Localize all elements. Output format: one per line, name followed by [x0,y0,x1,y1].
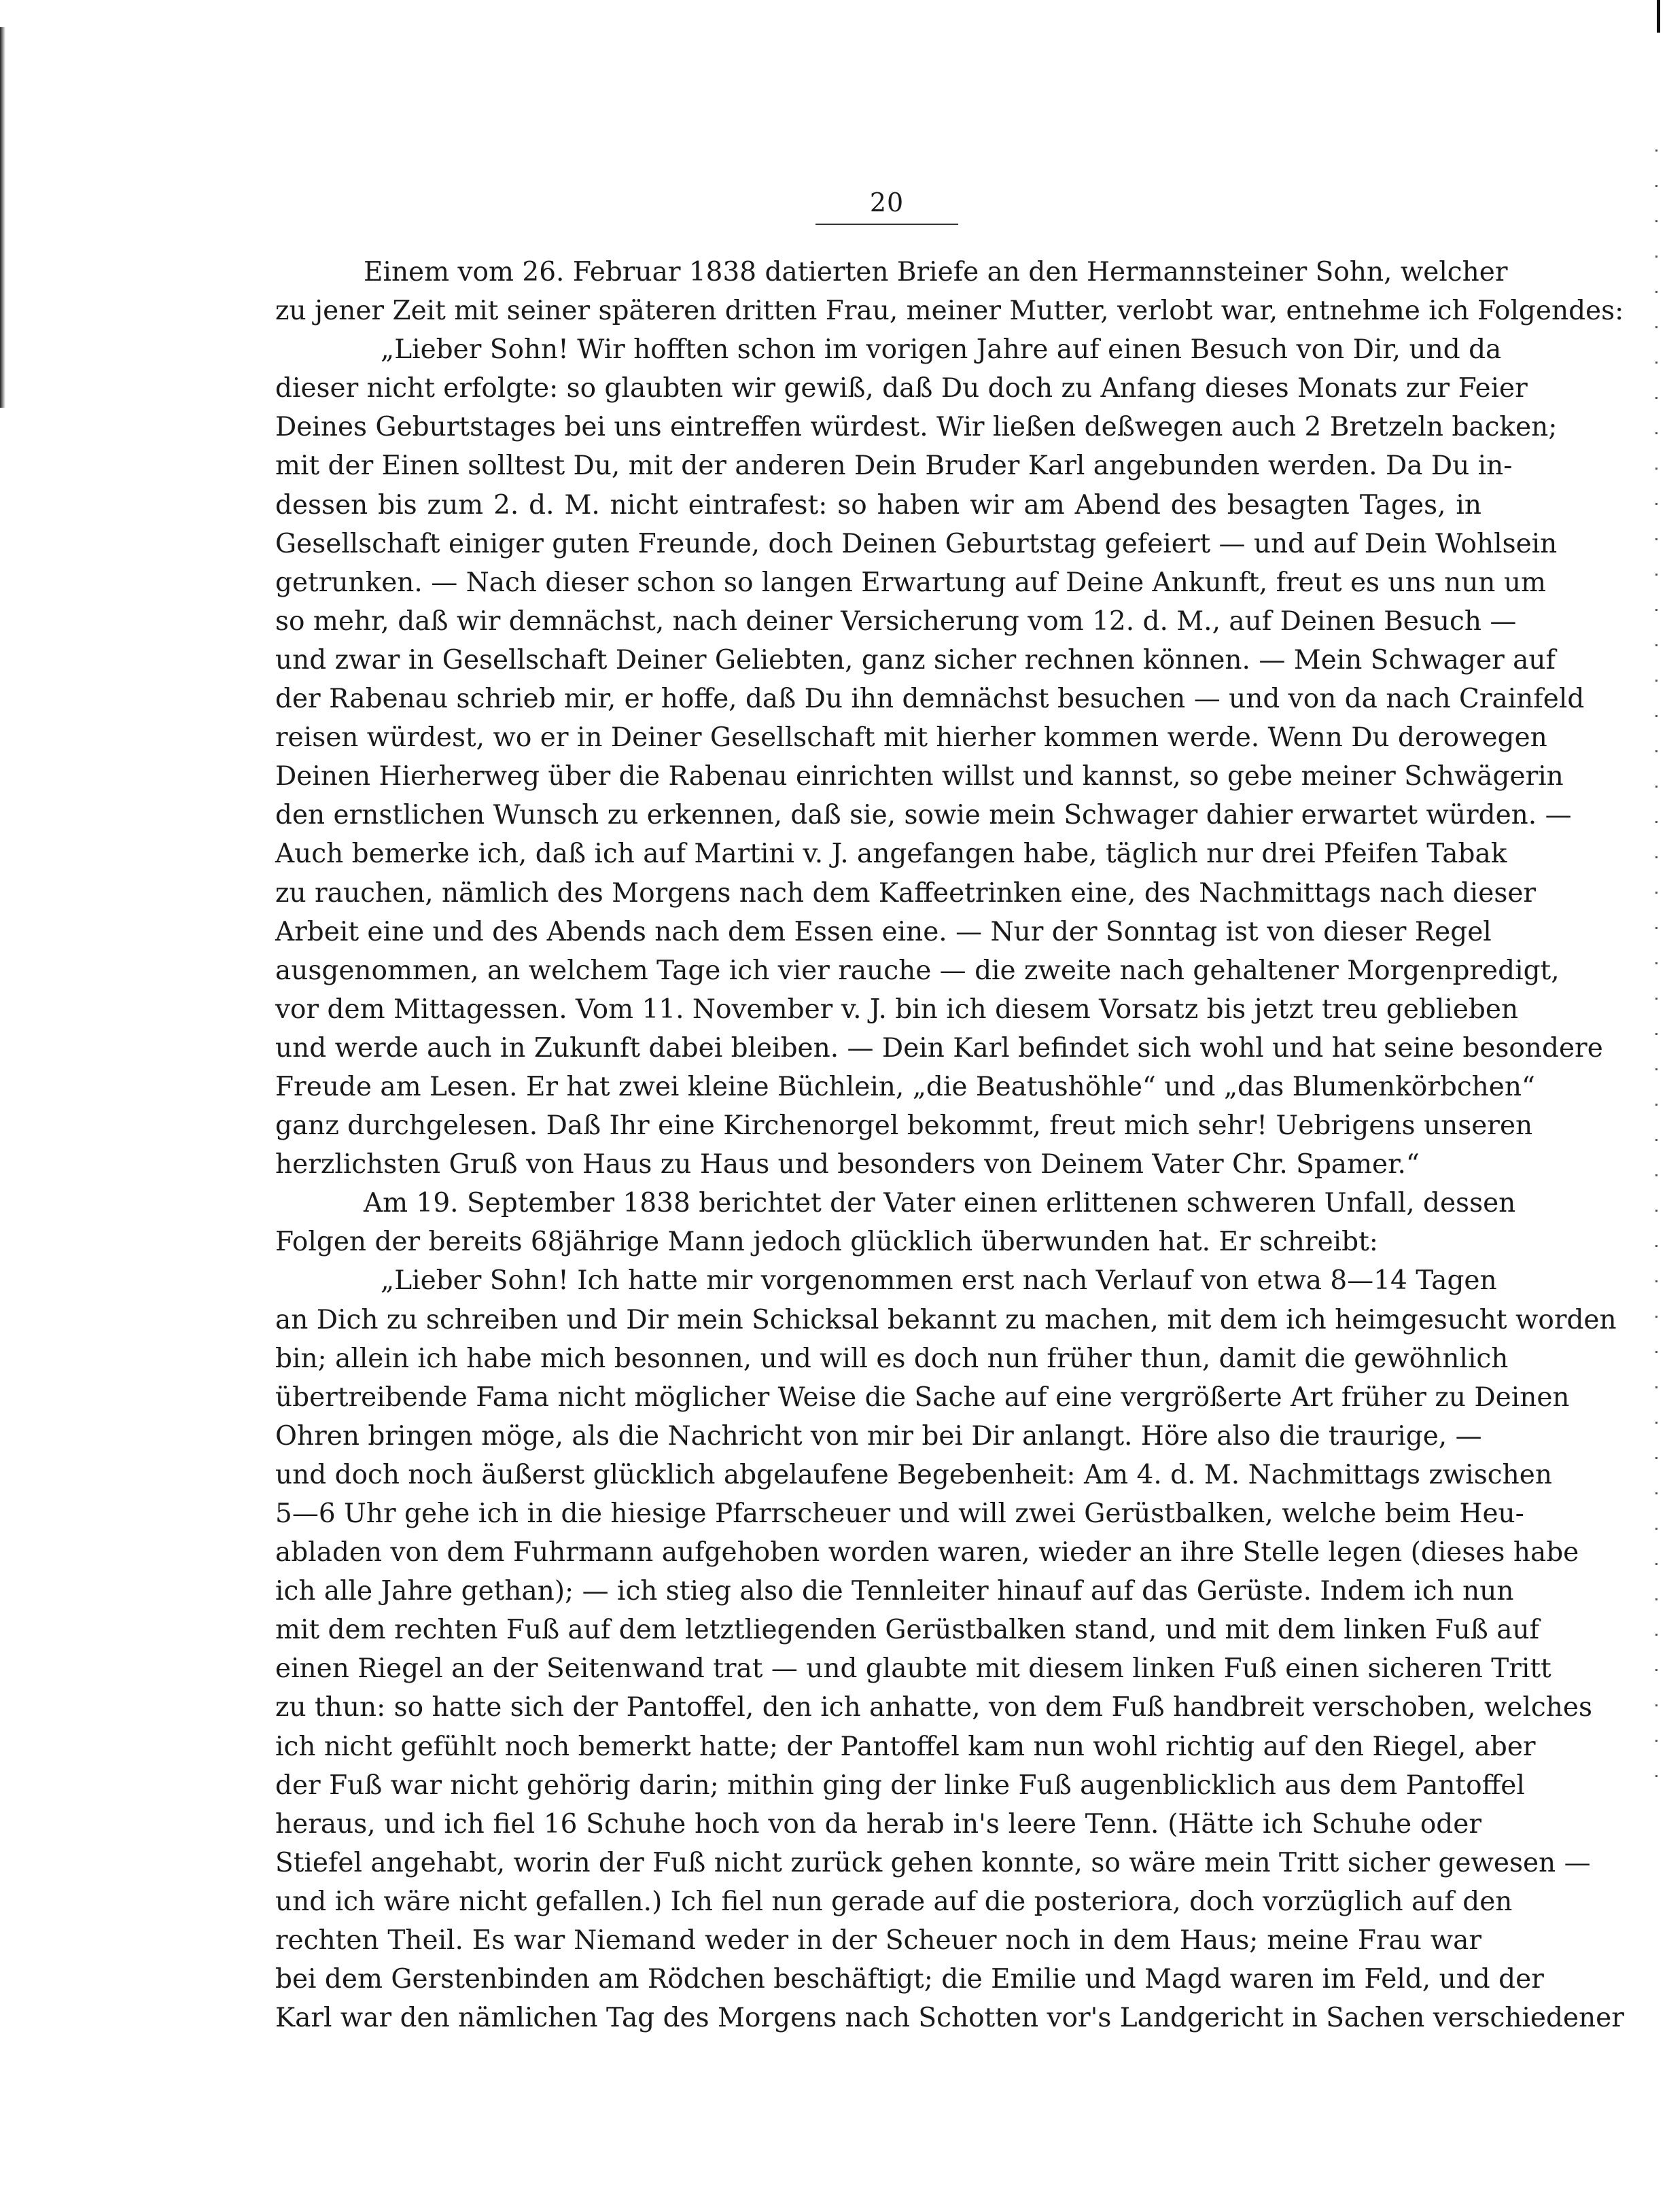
text-line: dessen bis zum 2. d. M. nicht eintrafest: so haben wir am Abend des besagten Tages, in [275,489,1481,521]
text-line: Folgen der bereits 68jährige Mann jedoch glücklich überwunden hat. Er schreibt: [275,1227,1378,1258]
text-line: zu jener Zeit mit seiner späteren dritten Frau, meiner Mutter, verlobt war, entnehme ich Folgendes: [275,296,1624,327]
scan-mark-top-right [1657,0,1660,33]
text-line: und doch noch äußerst glücklich abgelaufene Begebenheit: Am 4. d. M. Nachmittags zwischen [275,1459,1552,1490]
text-line: Deines Geburtstages bei uns eintreffen würdest. Wir ließen deßwegen auch 2 Bretzeln backen; [275,412,1558,443]
text-line: Stiefel angehabt, worin der Fuß nicht zurück gehen konnte, so wäre mein Tritt sicher gewesen — [275,1847,1591,1878]
text-line: den ernstlichen Wunsch zu erkennen, daß sie, sowie mein Schwager dahier erwartet würden. — [275,800,1572,831]
document-body [275,253,1624,2037]
scan-shadow-left-edge [0,27,5,408]
text-line: einen Riegel an der Seitenwand trat — und glaubte mit diesem linken Fuß einen sicheren Tritt [275,1653,1551,1685]
text-line: reisen würdest, wo er in Deiner Gesellschaft mit hierher kommen werde. Wenn Du derowegen [275,722,1547,754]
text-line: und ich wäre nicht gefallen.) Ich fiel nun gerade auf die posteriora, doch vorzüglich auf den [275,1886,1513,1917]
text-line: zu rauchen, nämlich des Morgens nach dem Kaffeetrinken eine, des Nachmittags nach dieser [275,877,1537,909]
text-line: an Dich zu schreiben und Dir mein Schicksal bekannt zu machen, mit dem ich heimgesucht worden [275,1304,1617,1335]
text-line: der Fuß war nicht gehörig darin; mithin ging der linke Fuß augenblicklich aus dem Pantoffel [275,1770,1525,1801]
text-line: ich nicht gefühlt noch bemerkt hatte; der Pantoffel kam nun wohl richtig auf den Riegel, aber [275,1731,1536,1762]
text-line: Auch bemerke ich, daß ich auf Martini v. J. angefangen habe, täglich nur drei Pfeifen Tabak [275,839,1507,870]
text-line: ganz durchgelesen. Daß Ihr eine Kirchenorgel bekommt, freut mich sehr! Uebrigens unseren [275,1110,1533,1142]
text-line: Deinen Hierherweg über die Rabenau einrichten willst und kannst, so gebe meiner Schwägerin [275,761,1564,792]
text-line: herzlichsten Gruß von Haus zu Haus und besonders von Deinem Vater Chr. Spamer.“ [275,1149,1420,1180]
text-line: mit dem rechten Fuß auf dem letztliegenden Gerüstbalken stand, und mit dem linken Fuß auf [275,1615,1540,1646]
page-number-rule [815,224,958,225]
text-line: dieser nicht erfolgte: so glaubten wir gewiß, daß Du doch zu Anfang dieses Monats zur Feier [275,373,1528,404]
text-line: bin; allein ich habe mich besonnen, und will es doch nun früher thun, damit die gewöhnlich [275,1343,1509,1374]
text-line: bei dem Gerstenbinden am Rödchen beschäftigt; die Emilie und Magd waren im Feld, und der [275,1964,1544,1995]
text-line: ich alle Jahre gethan); — ich stieg also die Tennleiter hinauf auf das Gerüste. Indem ich nun [275,1576,1514,1607]
text-line: so mehr, daß wir demnächst, nach deiner Versicherung vom 12. d. M., auf Deinen Besuch — [275,605,1517,637]
text-line: vor dem Mittagessen. Vom 11. November v. J. bin ich diesem Vorsatz bis jetzt treu geblieben [275,994,1519,1025]
text-line: Arbeit eine und des Abends nach dem Essen eine. — Nur der Sonntag ist von dieser Regel [275,916,1492,947]
text-line: übertreibende Fama nicht möglicher Weise die Sache auf eine vergrößerte Art früher zu Deinen [275,1382,1570,1413]
text-line: Einem vom 26. Februar 1838 datierten Briefe an den Hermannsteiner Sohn, welcher [364,257,1508,287]
text-line: getrunken. — Nach dieser schon so langen Erwartung auf Deine Ankunft, freut es uns nun um [275,567,1546,598]
text-line: ausgenommen, an welchem Tage ich vier rauche — die zweite nach gehaltener Morgenpredigt, [275,955,1560,986]
text-line: der Rabenau schrieb mir, er hoffe, daß Du ihn demnächst besuchen — und von da nach Crainfeld [275,684,1585,715]
text-line: Gesellschaft einiger guten Freunde, doch Deinen Geburtstag gefeiert — und auf Dein Wohlsein [275,528,1558,559]
text-line: heraus, und ich fiel 16 Schuhe hoch von da herab in's leere Tenn. (Hätte ich Schuhe oder [275,1808,1481,1840]
page-number: 20 [869,188,905,217]
text-line: „Lieber Sohn! Ich hatte mir vorgenommen erst nach Verlauf von etwa 8—14 Tagen [381,1265,1497,1297]
text-line: „Lieber Sohn! Wir hofften schon im vorigen Jahre auf einen Besuch von Dir, und da [381,334,1502,366]
text-line: zu thun: so hatte sich der Pantoffel, den ich anhatte, von dem Fuß handbreit verschoben, welches [275,1692,1592,1723]
text-line: abladen von dem Fuhrmann aufgehoben worden waren, wieder an ihre Stelle legen (dieses habe [275,1537,1579,1568]
text-line: Karl war den nämlichen Tag des Morgens nach Schotten vor's Landgericht in Sachen verschiedener [275,2003,1624,2034]
text-line: mit der Einen solltest Du, mit der anderen Dein Bruder Karl angebunden werden. Da Du in- [275,451,1513,482]
text-line: und werde auch in Zukunft dabei bleiben. — Dein Karl befindet sich wohl und hat seine besondere [275,1032,1603,1064]
text-line: und zwar in Gesellschaft Deiner Geliebten, ganz sicher rechnen können. — Mein Schwager auf [275,644,1556,675]
text-line: rechten Theil. Es war Niemand weder in der Scheuer noch in dem Haus; meine Frau war [275,1925,1481,1956]
text-line: Am 19. September 1838 berichtet der Vater einen erlittenen schweren Unfall, dessen [364,1188,1516,1219]
text-line: 5—6 Uhr gehe ich in die hiesige Pfarrscheuer und will zwei Gerüstbalken, welche beim Heu- [275,1498,1524,1529]
text-line: Freude am Lesen. Er hat zwei kleine Büchlein, „die Beatushöhle“ und „das Blumenkörbchen“ [275,1071,1535,1102]
text-line: Ohren bringen möge, als die Nachricht von mir bei Dir anlangt. Höre also die traurige, — [275,1420,1482,1452]
scan-dots-right-edge [1655,150,1657,1780]
